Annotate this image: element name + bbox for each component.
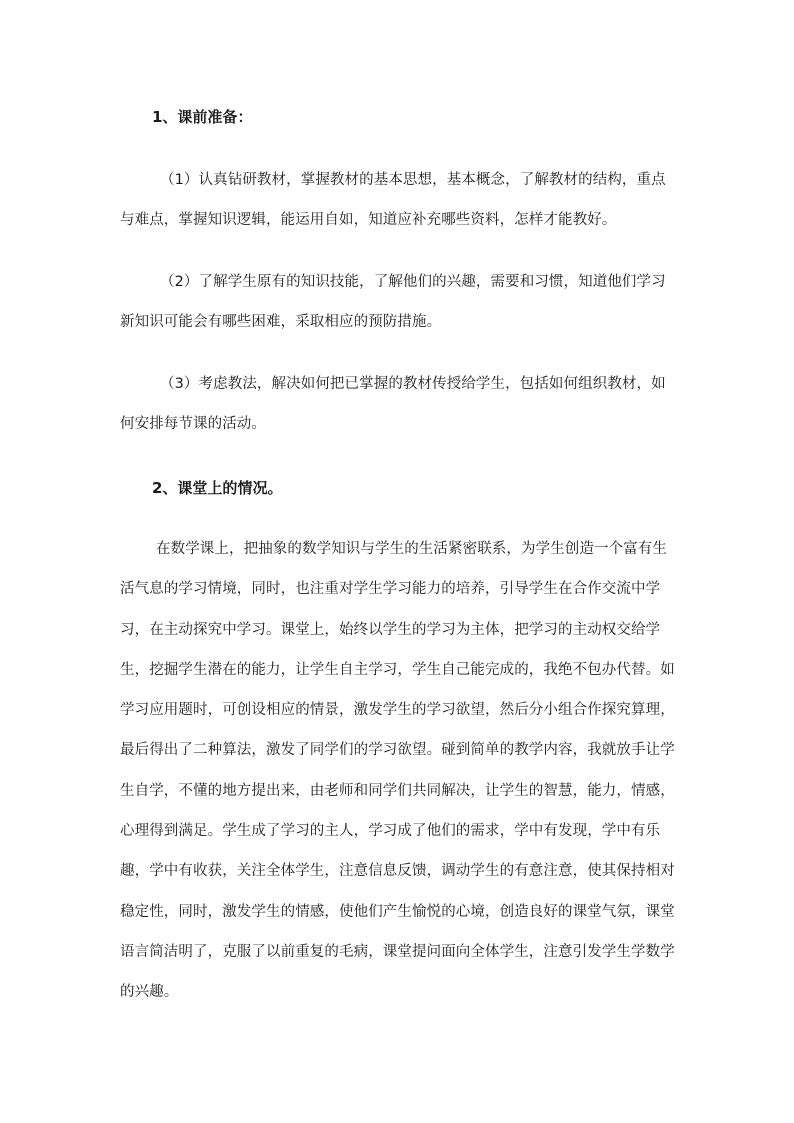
section-heading-prep: 1、课前准备： (152, 108, 253, 126)
paragraph-prep-1: （1）认真钻研教材，掌握教材的基本思想，基本概念，了解教材的结构，重点与难点，掌握知识逻辑，能运用自如，知道应补充哪些资料，怎样才能教好。 (120, 172, 666, 229)
paragraph-classroom: 在数学课上，把抽象的数学知识与学生的生活紧密联系，为学生创造一个富有生活气息的学习情境，同时，也注重对学生学习能力的培养，引导学生在合作交流中学习，在主动探究中学习。课堂上，始终以学生的学习为主体，把学习的主动权交给学生，挖掘学生潜在的能力，让学生自主学习，学生自己能完成的，我绝不包办代替。如学习应用题时，可创设相应的情景，激发学生的学习欲望，然后分小组合作探究算理，最后得出了二种算法，激发了同学们的学习欲望。碰到简单的教学内容，我就放手让学生自学，不懂的地方提出来，由老师和同学们共同解决，让学生的智慧，能力，情感，心理得到满足。学生成了学习的主人，学习成了他们的需求，学中有发现，学中有乐趣，学中有收获，关注全体学生，注意信息反馈，调动学生的有意注意，使其保持相对稳定性，同时，激发学生的情感，使他们产生愉悦的心境，创造良好的课堂气氛，课堂语言简洁明了，克服了以前重复的毛病，课堂提问面向全体学生，注意引发学生学数学的兴趣。 (120, 541, 675, 1001)
paragraph-prep-3: （3）考虑教法，解决如何把已掌握的教材传授给学生，包括如何组织教材，如何安排每节课的活动。 (120, 376, 666, 433)
section-heading-classroom: 2、课堂上的情况。 (152, 479, 283, 497)
paragraph-prep-2: （2）了解学生原有的知识技能，了解他们的兴趣，需要和习惯，知道他们学习新知识可能会有哪些困难，采取相应的预防措施。 (120, 274, 666, 331)
